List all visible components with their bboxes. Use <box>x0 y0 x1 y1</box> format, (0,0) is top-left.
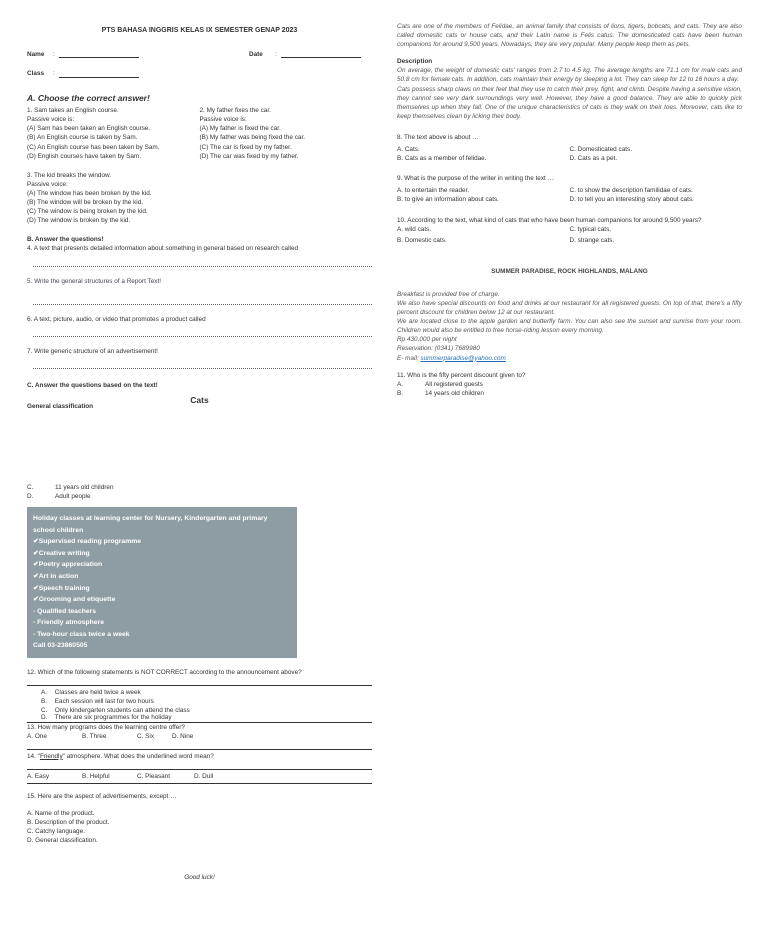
q11-continued <box>27 483 372 501</box>
q8-option-d[interactable]: D. Cats as a pet. <box>569 155 618 163</box>
q14-option-d[interactable]: D. Dull <box>194 772 214 780</box>
name-field[interactable] <box>59 50 139 58</box>
q8-option-b[interactable]: B. Cats as a member of felidae. <box>397 155 487 163</box>
q9-option-c[interactable]: C. to show the description familidae of cats. <box>569 187 693 195</box>
q8-stem: 8. The text above is about … <box>397 133 479 141</box>
q11-d-text: Adult people <box>55 493 91 501</box>
q6-text: 6. A text, picture, audio, or video that promotes a product called <box>27 315 206 323</box>
question-2 <box>200 106 373 161</box>
q10-option-a[interactable]: A. wild cats. <box>397 225 432 233</box>
date-field[interactable] <box>281 50 361 58</box>
q10-options-row-2 <box>397 236 742 245</box>
name-row <box>27 50 372 59</box>
q14-underlined-word: Friendly <box>39 752 63 760</box>
q11-option-d[interactable] <box>27 492 372 501</box>
q11-c-letter: C. <box>27 484 34 492</box>
q4-text: 4. A text that presents detailed information about something in general based on research called <box>27 245 299 253</box>
q13-stem: 13. How many programs does the learning centre offer? <box>27 723 185 731</box>
name-label: Name <box>27 50 45 58</box>
q13-option-d[interactable]: D. Nine <box>172 732 194 740</box>
summer-reservation: Reservation: (0341) 7689980 <box>397 345 480 353</box>
q14-option-c[interactable]: C. Pleasant <box>137 772 171 780</box>
description-paragraph-2: Cats possess sharp claws on their feet that they use to catch their prey, fight, and climb. Despite having a sensitive vision, they cannot see very dark surroundings very well. However, they have a good balance. They are able to quickly pick themselves up when they fall. One of the unique characteristics of cats is they walk on their toes. Moreover, cats like to keep themselves clean by licking their body. <box>397 85 742 120</box>
date-label: Date <box>249 50 263 58</box>
email-label: E- mail: <box>397 354 421 362</box>
question-11 <box>397 371 742 398</box>
q8-options-row-2 <box>397 154 742 163</box>
q1-stem: 1. Sam takes an English course. <box>27 107 119 115</box>
class-row <box>27 69 372 78</box>
advert-line: - Two-hour class twice a week <box>33 630 130 638</box>
general-classification-label: General classification <box>27 402 94 410</box>
class-colon: : <box>53 70 55 78</box>
q11-option-a[interactable] <box>397 380 742 389</box>
advert-line: school children <box>33 526 84 534</box>
summer-price: Rp 430,000 per night <box>397 336 457 344</box>
q11-option-b[interactable] <box>397 389 742 398</box>
q14-option-b[interactable]: B. Helpful <box>82 772 110 780</box>
q3-option-d[interactable]: (D) The window is broken by the kid. <box>27 217 131 225</box>
q12-c-letter: C. <box>41 707 48 715</box>
advert-line: ✔Speech training <box>33 584 90 592</box>
question-9 <box>397 174 742 204</box>
q12-option-a[interactable] <box>41 688 372 697</box>
q1-option-c[interactable]: (C) An English course has been taken by Sam. <box>27 143 160 151</box>
q12-b-letter: B. <box>41 697 48 705</box>
q9-option-d[interactable]: D. to tell you an interesting story about cats. <box>569 196 694 204</box>
q3-stem: 3. The kid breaks the window. <box>27 171 112 179</box>
q12-d-text: There are six programmes for the holiday <box>54 714 172 722</box>
q1-q2-block <box>27 106 372 161</box>
q11-d-letter: D. <box>27 493 34 501</box>
advert-line: ✔Creative writing <box>33 549 90 557</box>
q11-b-text: 14 years old children <box>425 389 484 397</box>
holiday-class-advert <box>27 507 297 658</box>
q2-stem: 2. My father fixes the car. <box>199 107 271 115</box>
section-b-heading: B. Answer the questions! <box>27 236 104 244</box>
advert-line: - Qualified teachers <box>33 607 97 615</box>
q10-options-row-1 <box>397 225 742 234</box>
q11-a-letter: A. <box>397 380 404 388</box>
q11-a-text: All registered guests <box>425 380 483 388</box>
q11-b-letter: B. <box>397 389 404 397</box>
q13-option-a[interactable]: A. One <box>27 732 47 740</box>
divider <box>27 749 372 750</box>
question-3 <box>27 171 372 226</box>
name-colon: : <box>53 50 55 58</box>
q12-c-text: Only kindergarten students can attend the class <box>54 707 190 715</box>
description-paragraph-1: On average, the weight of domestic cats' ranges from 2.7 to 4.5 kg. The average lengths are 71.1 cm for male cats and 50.8 cm for female cats. In addition, cats maintain their energy by sleeping a lot. They can sleep for 12 to 16 hours a day. <box>397 67 742 84</box>
q9-option-a[interactable]: A. to entertain the reader. <box>397 187 470 195</box>
summer-email-line <box>397 354 742 363</box>
q10-option-d[interactable]: D. strange cats. <box>569 236 615 244</box>
q15-option-d[interactable]: D. General classification. <box>27 837 98 845</box>
q12-d-letter: D. <box>41 714 48 722</box>
q10-option-c[interactable]: C. typical cats. <box>569 225 612 233</box>
q12-a-letter: A. <box>41 688 48 696</box>
question-8 <box>397 133 742 163</box>
q14-post: " atmosphere. What does the underlined word mean? <box>62 752 214 760</box>
left-column <box>27 22 372 883</box>
summer-paradise-title: SUMMER PARADISE, ROCK HIGHLANDS, MALANG <box>491 267 648 275</box>
q8-options-row-1 <box>397 145 742 154</box>
cats-intro-paragraph: Cats are one of the members of Felidae, an animal family that consists of lions, tigers, bobcats, and cats. They are also called domestic cats or house cats, and their Latin name is Felis catus. The domesticated cats have been human companions for around 9,500 years. Nowadays, they are very popular. Many people keep them as pets. <box>397 23 742 49</box>
cats-title: Cats <box>190 394 209 405</box>
q9-stem: 9. What is the purpose of the writer in writing the text … <box>397 175 554 183</box>
q13-option-b[interactable]: B. Three <box>82 732 107 740</box>
q8-option-c[interactable]: C. Domesticated cats. <box>569 146 633 154</box>
q12-option-b[interactable] <box>41 697 372 706</box>
q4-answer-line[interactable] <box>33 260 372 267</box>
q3-option-c[interactable]: (C) The window is being broken by the kid. <box>27 208 148 216</box>
advert-line: - Friendly atmosphere <box>33 619 105 627</box>
question-1 <box>27 106 200 161</box>
q5-answer-line[interactable] <box>33 298 372 305</box>
question-10 <box>397 216 742 245</box>
q2-option-d[interactable]: (D) The car was fixed by my father. <box>199 152 299 160</box>
q14-stem <box>27 752 372 761</box>
q15-option-c[interactable]: C. Catchy language. <box>27 828 85 836</box>
advert-line: ✔Art in action <box>33 572 79 580</box>
q8-option-a[interactable]: A. Cats. <box>397 146 420 154</box>
advert-line: Call 03-23860505 <box>33 642 88 650</box>
q13-options <box>27 732 372 741</box>
q12-b-text: Each session will last for two hours <box>54 697 154 705</box>
email-link[interactable]: summerparadise@yahoo.com <box>420 354 506 362</box>
q9-option-b[interactable]: B. to give an information about cats. <box>397 196 499 204</box>
q14-pre: 14. " <box>27 752 40 760</box>
divider <box>27 769 372 770</box>
class-label: Class <box>27 70 45 78</box>
q9-options-row-1 <box>397 186 742 195</box>
section-a-heading: A. Choose the correct answer! <box>27 93 150 104</box>
q14-option-a[interactable]: A. Easy <box>27 772 50 780</box>
good-luck: Good luck! <box>184 874 215 882</box>
advert-line: ✔Poetry appreciation <box>33 561 103 569</box>
q12-stem: 12. Which of the following statements is NOT CORRECT according to the announcement above? <box>27 668 302 676</box>
q2-option-b[interactable]: (B) My father was being fixed the car. <box>199 134 305 142</box>
q10-stem: 10. According to the text, what kind of cats that who have been human companions for around 9,500 years? <box>397 216 702 224</box>
class-field[interactable] <box>59 70 139 78</box>
q6-answer-line[interactable] <box>33 330 372 337</box>
q1-option-a[interactable]: (A) Sam has been taken an English course. <box>27 125 151 133</box>
q7-text: 7. Write generic structure of an advertisement! <box>27 347 158 355</box>
q2-option-a[interactable]: (A) My father is fixed the car. <box>199 125 281 133</box>
advert-line: ✔Grooming and etiquette <box>33 596 116 604</box>
summer-p3: We are located close to the apple garden and butterfly farm. You can also see the sunset and sunrise from your room. Children would also be entitled to free horse-riding lesson every morning. <box>397 318 742 335</box>
q12-a-text: Classes are held twice a week <box>54 688 141 696</box>
right-column <box>397 22 742 398</box>
date-colon: : <box>275 50 277 58</box>
q15-option-b[interactable]: B. Description of the product. <box>27 819 110 827</box>
page-title: PTS BAHASA INGGRIS KELAS IX SEMESTER GENAP 2023 <box>101 27 298 34</box>
q2-sub: Passive voice is: <box>199 116 247 124</box>
q7-answer-line[interactable] <box>33 362 372 369</box>
q1-option-d[interactable]: (D) English courses have taken by Sam. <box>27 152 142 160</box>
summer-p1: Breakfast is provided free of charge. <box>397 290 500 298</box>
summer-p2: We also have special discounts on food and drinks at our restaurant for all registered guests. On top of that, there's a fifty percent discount for children below 12 at our restaurant. <box>397 299 742 317</box>
q15-stem: 15. Here are the aspect of advertisements, except … <box>27 792 177 800</box>
q10-option-b[interactable]: B. Domestic cats. <box>397 236 447 244</box>
q3-sub: Passive voice: <box>27 180 68 188</box>
q1-option-b[interactable]: (B) An English course is taken by Sam. <box>27 134 138 142</box>
q13-option-c[interactable]: C. Six <box>137 732 155 740</box>
divider <box>27 783 372 784</box>
q12-options <box>27 688 372 722</box>
q14-options <box>27 772 372 781</box>
description-label: Description <box>397 58 433 66</box>
advert-line: ✔Supervised reading programme <box>33 538 142 546</box>
divider <box>27 685 372 686</box>
q9-options-row-2 <box>397 195 742 204</box>
q11-option-c[interactable] <box>27 483 372 492</box>
q15-option-a[interactable]: A. Name of the product. <box>27 810 95 818</box>
q2-option-c[interactable]: (C) The car is fixed by my father. <box>199 143 292 151</box>
advert-line: Holiday classes at learning center for Nursery, Kindergarten and primary <box>33 515 268 523</box>
q15-options <box>27 809 372 845</box>
q3-option-a[interactable]: (A) The window has been broken by the kid. <box>27 189 152 197</box>
q11-stem: 11. Who is the fifty percent discount given to? <box>397 371 526 379</box>
q11-c-text: 11 years old children <box>55 484 114 492</box>
q3-option-b[interactable]: (B) The window will be broken by the kid. <box>27 199 144 207</box>
q5-text: 5. Write the general structures of a Report Text! <box>27 277 162 285</box>
q1-sub: Passive voice is: <box>27 116 75 124</box>
section-c-heading: C. Answer the questions based on the text! <box>27 381 158 389</box>
